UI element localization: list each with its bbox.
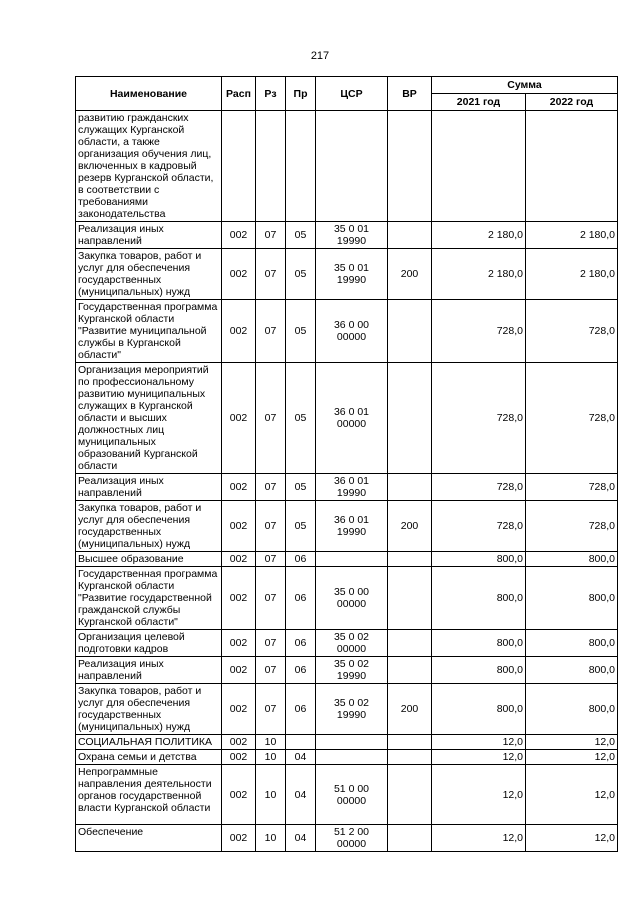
cell-vr — [388, 630, 432, 657]
cell-csr: 35 0 02 19990 — [316, 684, 388, 735]
cell-rasp — [222, 111, 256, 222]
cell-rasp: 002 — [222, 750, 256, 765]
header-csr: ЦСР — [316, 77, 388, 111]
cell-2021: 2 180,0 — [432, 249, 526, 300]
cell-rasp: 002 — [222, 552, 256, 567]
table-row — [76, 765, 618, 825]
cell-vr — [388, 363, 432, 474]
cell-rz: 10 — [256, 735, 286, 750]
cell-name: Организация мероприятий по профессиональному развитию муниципальных служащих в Курганской области и высших должностных лиц муниципальных образований Курганской области — [76, 363, 222, 474]
cell-2022: 12,0 — [526, 735, 618, 750]
cell-2021: 12,0 — [432, 735, 526, 750]
cell-2021: 12,0 — [432, 750, 526, 765]
table-row — [76, 684, 618, 735]
table-row — [76, 735, 618, 750]
cell-name: Реализация иных направлений — [76, 222, 222, 249]
cell-rz: 07 — [256, 363, 286, 474]
cell-csr — [316, 735, 388, 750]
cell-rz: 07 — [256, 222, 286, 249]
cell-name: Организация целевой подготовки кадров — [76, 630, 222, 657]
cell-pr: 06 — [286, 552, 316, 567]
cell-rasp: 002 — [222, 735, 256, 750]
cell-rasp: 002 — [222, 474, 256, 501]
cell-vr — [388, 111, 432, 222]
cell-2022: 2 180,0 — [526, 222, 618, 249]
cell-csr — [316, 552, 388, 567]
cell-name: Реализация иных направлений — [76, 474, 222, 501]
cell-csr: 51 0 00 00000 — [316, 765, 388, 825]
cell-2021: 728,0 — [432, 300, 526, 363]
cell-name: Закупка товаров, работ и услуг для обеспечения государственных (муниципальных) нужд — [76, 684, 222, 735]
cell-vr — [388, 567, 432, 630]
cell-2022 — [526, 111, 618, 222]
table-row — [76, 363, 618, 474]
cell-rz — [256, 111, 286, 222]
cell-csr: 51 2 00 00000 — [316, 825, 388, 852]
cell-2021: 728,0 — [432, 363, 526, 474]
header-rz: Рз — [256, 77, 286, 111]
cell-2021: 800,0 — [432, 630, 526, 657]
cell-2022: 12,0 — [526, 750, 618, 765]
cell-name: Реализация иных направлений — [76, 657, 222, 684]
cell-vr — [388, 735, 432, 750]
header-rasp: Расп — [222, 77, 256, 111]
table-row — [76, 501, 618, 552]
cell-pr: 05 — [286, 363, 316, 474]
header-year-2021: 2021 год — [432, 94, 526, 111]
cell-rz: 07 — [256, 474, 286, 501]
cell-name: Закупка товаров, работ и услуг для обеспечения государственных (муниципальных) нужд — [76, 249, 222, 300]
cell-rasp: 002 — [222, 300, 256, 363]
table-row — [76, 222, 618, 249]
cell-name: Непрограммные направления деятельности органов государственной власти Курганской области — [76, 765, 222, 825]
cell-2021: 800,0 — [432, 684, 526, 735]
table-body — [76, 111, 618, 852]
header-pr: Пр — [286, 77, 316, 111]
cell-2021: 728,0 — [432, 474, 526, 501]
cell-2022: 12,0 — [526, 825, 618, 852]
cell-vr — [388, 657, 432, 684]
cell-rz: 07 — [256, 249, 286, 300]
cell-vr: 200 — [388, 684, 432, 735]
cell-csr — [316, 111, 388, 222]
cell-2021 — [432, 111, 526, 222]
cell-pr: 06 — [286, 630, 316, 657]
cell-rasp: 002 — [222, 630, 256, 657]
cell-2022: 800,0 — [526, 552, 618, 567]
cell-rz: 07 — [256, 684, 286, 735]
cell-2021: 800,0 — [432, 552, 526, 567]
table-row — [76, 825, 618, 852]
cell-pr: 04 — [286, 765, 316, 825]
cell-csr: 36 0 00 00000 — [316, 300, 388, 363]
cell-csr: 36 0 01 00000 — [316, 363, 388, 474]
cell-rasp: 002 — [222, 657, 256, 684]
cell-rz: 07 — [256, 552, 286, 567]
cell-name: Высшее образование — [76, 552, 222, 567]
cell-pr: 05 — [286, 222, 316, 249]
table-row — [76, 750, 618, 765]
table-row — [76, 111, 618, 222]
cell-2022: 2 180,0 — [526, 249, 618, 300]
cell-2022: 728,0 — [526, 363, 618, 474]
cell-csr: 35 0 01 19990 — [316, 222, 388, 249]
cell-pr: 05 — [286, 300, 316, 363]
cell-rz: 10 — [256, 825, 286, 852]
table-row — [76, 657, 618, 684]
cell-pr: 06 — [286, 657, 316, 684]
cell-rz: 07 — [256, 567, 286, 630]
table-row — [76, 567, 618, 630]
header-name: Наименование — [76, 77, 222, 111]
cell-rasp: 002 — [222, 249, 256, 300]
cell-csr: 35 0 00 00000 — [316, 567, 388, 630]
cell-vr — [388, 825, 432, 852]
cell-pr: 06 — [286, 684, 316, 735]
cell-rz: 10 — [256, 750, 286, 765]
page-number: 217 — [310, 50, 330, 62]
cell-2022: 800,0 — [526, 684, 618, 735]
cell-2022: 728,0 — [526, 300, 618, 363]
cell-csr: 36 0 01 19990 — [316, 501, 388, 552]
table-row — [76, 630, 618, 657]
cell-pr: 04 — [286, 750, 316, 765]
cell-rasp: 002 — [222, 501, 256, 552]
cell-name: Государственная программа Курганской области "Развитие муниципальной службы в Курганской области" — [76, 300, 222, 363]
cell-pr: 04 — [286, 825, 316, 852]
table-row — [76, 249, 618, 300]
cell-vr — [388, 300, 432, 363]
cell-rz: 07 — [256, 501, 286, 552]
cell-vr — [388, 765, 432, 825]
cell-rz: 07 — [256, 300, 286, 363]
cell-pr — [286, 735, 316, 750]
cell-pr: 06 — [286, 567, 316, 630]
cell-csr — [316, 750, 388, 765]
cell-rasp: 002 — [222, 684, 256, 735]
cell-2022: 728,0 — [526, 474, 618, 501]
cell-name: развитию гражданских служащих Курганской области, а также организация обучения лиц, включенных в кадровый резерв Курганской области, в соответствии с требованиями законодательства — [76, 111, 222, 222]
cell-2021: 728,0 — [432, 501, 526, 552]
cell-name: Обеспечение — [76, 825, 222, 852]
cell-rz: 07 — [256, 657, 286, 684]
cell-pr — [286, 111, 316, 222]
cell-2022: 800,0 — [526, 657, 618, 684]
cell-vr — [388, 474, 432, 501]
cell-name: Закупка товаров, работ и услуг для обеспечения государственных (муниципальных) нужд — [76, 501, 222, 552]
table-row — [76, 300, 618, 363]
cell-2021: 12,0 — [432, 765, 526, 825]
cell-vr — [388, 750, 432, 765]
cell-rz: 07 — [256, 630, 286, 657]
cell-name: Охрана семьи и детства — [76, 750, 222, 765]
cell-2021: 800,0 — [432, 567, 526, 630]
cell-name: Государственная программа Курганской области "Развитие государственной гражданской службы Курганской области" — [76, 567, 222, 630]
cell-csr: 35 0 02 00000 — [316, 630, 388, 657]
cell-2022: 728,0 — [526, 501, 618, 552]
header-year-2022: 2022 год — [526, 94, 618, 111]
cell-rz: 10 — [256, 765, 286, 825]
cell-vr: 200 — [388, 249, 432, 300]
budget-table — [75, 76, 618, 852]
cell-rasp: 002 — [222, 222, 256, 249]
cell-pr: 05 — [286, 249, 316, 300]
cell-2022: 800,0 — [526, 630, 618, 657]
cell-rasp: 002 — [222, 363, 256, 474]
header-sum: Сумма — [432, 77, 618, 94]
cell-csr: 35 0 01 19990 — [316, 249, 388, 300]
cell-name: СОЦИАЛЬНАЯ ПОЛИТИКА — [76, 735, 222, 750]
cell-2022: 12,0 — [526, 765, 618, 825]
cell-vr — [388, 552, 432, 567]
cell-pr: 05 — [286, 501, 316, 552]
cell-rasp: 002 — [222, 567, 256, 630]
cell-pr: 05 — [286, 474, 316, 501]
cell-csr: 35 0 02 19990 — [316, 657, 388, 684]
cell-rasp: 002 — [222, 825, 256, 852]
cell-vr — [388, 222, 432, 249]
header-vr: ВР — [388, 77, 432, 111]
cell-2021: 800,0 — [432, 657, 526, 684]
cell-csr: 36 0 01 19990 — [316, 474, 388, 501]
cell-2022: 800,0 — [526, 567, 618, 630]
table-row — [76, 552, 618, 567]
cell-vr: 200 — [388, 501, 432, 552]
cell-2021: 12,0 — [432, 825, 526, 852]
table-row — [76, 474, 618, 501]
cell-2021: 2 180,0 — [432, 222, 526, 249]
cell-rasp: 002 — [222, 765, 256, 825]
